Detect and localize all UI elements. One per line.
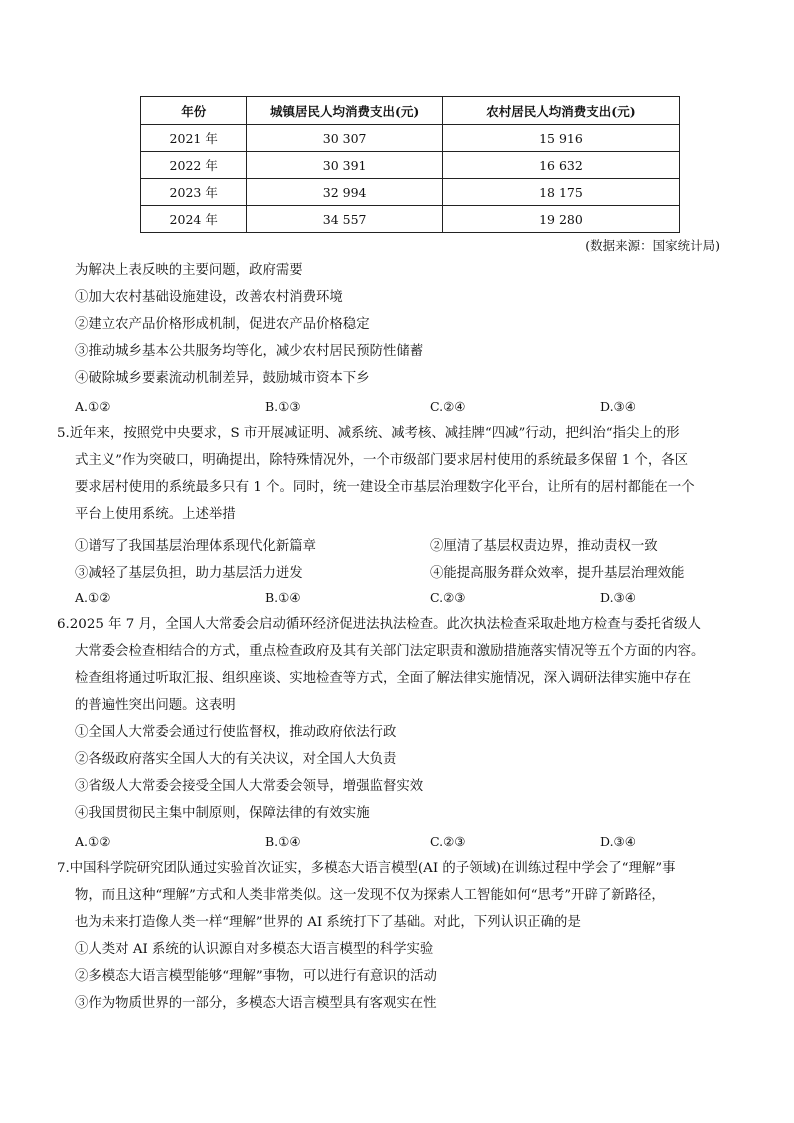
q4-option-2: ②建立农产品价格形成机制，促进农产品价格稳定 [75, 317, 370, 332]
choice-a[interactable]: A.①② [75, 399, 111, 414]
consumption-table [140, 96, 680, 233]
cell-urban: 30 307 [247, 125, 443, 152]
cell-urban: 32 994 [247, 179, 443, 206]
choice-b[interactable]: B.①④ [265, 590, 301, 605]
header-rural: 农村居民人均消费支出(元) [442, 97, 679, 125]
q5-line-1: 5.近年来，按照党中央要求，S 市开展减证明、减系统、减考核、减挂牌“四减”行动，把纠治“指尖上的形 [57, 426, 680, 441]
q5-line-2: 式主义”作为突破口，明确提出，除特殊情况外，一个市级部门要求居村使用的系统最多保留 1 个，各区 [75, 453, 689, 468]
cell-year: 2024 年 [141, 206, 247, 233]
choice-d[interactable]: D.③④ [600, 399, 636, 414]
header-year: 年份 [141, 97, 247, 125]
cell-rural: 19 280 [442, 206, 679, 233]
table-row [141, 152, 680, 179]
q6-line-4: 的普遍性突出问题。这表明 [75, 698, 236, 713]
choice-c[interactable]: C.②③ [430, 590, 466, 605]
q5-option-2: ②厘清了基层权责边界，推动责权一致 [430, 539, 658, 554]
choice-a[interactable]: A.①② [75, 834, 111, 849]
q6-choices [75, 834, 715, 850]
q7-line-3: 也为未来打造像人类一样“理解”世界的 AI 系统打下了基础。对此，下列认识正确的是 [75, 915, 581, 930]
choice-b[interactable]: B.①③ [265, 399, 301, 414]
q5-options-row-1 [75, 535, 715, 554]
q7-option-3: ③作为物质世界的一部分，多模态大语言模型具有客观实在性 [75, 996, 437, 1011]
q6-line-1: 6.2025 年 7 月，全国人大常委会启动循环经济促进法执法检查。此次执法检查采取赴地方检查与委托省级人 [57, 617, 701, 632]
q5-option-4: ④能提高服务群众效率，提升基层治理效能 [430, 566, 685, 581]
data-source-note: (数据来源：国家统计局) [585, 238, 720, 253]
q7-option-2: ②多模态大语言模型能够“理解”事物，可以进行有意识的活动 [75, 969, 437, 984]
q4-option-1: ①加大农村基础设施建设，改善农村消费环境 [75, 290, 343, 305]
choice-c[interactable]: C.②④ [430, 399, 466, 414]
q6-option-4: ④我国贯彻民主集中制原则，保障法律的有效实施 [75, 806, 370, 821]
table-row [141, 125, 680, 152]
choice-c[interactable]: C.②③ [430, 834, 466, 849]
q5-line-4: 平台上使用系统。上述举措 [75, 507, 236, 522]
cell-year: 2023 年 [141, 179, 247, 206]
q6-line-2: 大常委会检查相结合的方式，重点检查政府及其有关部门法定职责和激励措施落实情况等五个方面的内容。 [75, 644, 705, 659]
choice-a[interactable]: A.①② [75, 590, 111, 605]
table-row [141, 206, 680, 233]
q4-option-3: ③推动城乡基本公共服务均等化，减少农村居民预防性储蓄 [75, 344, 424, 359]
header-urban: 城镇居民人均消费支出(元) [247, 97, 443, 125]
choice-d[interactable]: D.③④ [600, 834, 636, 849]
q4-stem: 为解决上表反映的主要问题，政府需要 [75, 263, 303, 278]
q7-option-1: ①人类对 AI 系统的认识源自对多模态大语言模型的科学实验 [75, 942, 434, 957]
cell-rural: 18 175 [442, 179, 679, 206]
q7-line-2: 物，而且这种“理解”方式和人类非常类似。这一发现不仅为探索人工智能如何“思考”开辟了新路径， [75, 888, 665, 903]
q5-option-3: ③减轻了基层负担，助力基层活力迸发 [75, 566, 303, 581]
q7-line-1: 7.中国科学院研究团队通过实验首次证实，多模态大语言模型(AI 的子领域)在训练过程中学会了“理解”事 [57, 861, 676, 876]
cell-urban: 34 557 [247, 206, 443, 233]
q5-choices [75, 590, 715, 606]
cell-year: 2021 年 [141, 125, 247, 152]
q4-option-4: ④破除城乡要素流动机制差异，鼓励城市资本下乡 [75, 371, 370, 386]
q6-line-3: 检查组将通过听取汇报、组织座谈、实地检查等方式，全面了解法律实施情况，深入调研法律实施中存在 [75, 671, 691, 686]
q6-option-3: ③省级人大常委会接受全国人大常委会领导，增强监督实效 [75, 779, 424, 794]
q4-choices [75, 399, 715, 415]
q6-option-2: ②各级政府落实全国人大的有关决议，对全国人大负责 [75, 752, 397, 767]
choice-b[interactable]: B.①④ [265, 834, 301, 849]
cell-urban: 30 391 [247, 152, 443, 179]
q5-line-3: 要求居村使用的系统最多只有 1 个。同时，统一建设全市基层治理数字化平台，让所有的居村都能在一个 [75, 480, 695, 495]
q6-option-1: ①全国人大常委会通过行使监督权，推动政府依法行政 [75, 725, 397, 740]
cell-rural: 15 916 [442, 125, 679, 152]
cell-rural: 16 632 [442, 152, 679, 179]
choice-d[interactable]: D.③④ [600, 590, 636, 605]
q5-options-row-2 [75, 562, 715, 581]
table-header-row [141, 97, 680, 125]
cell-year: 2022 年 [141, 152, 247, 179]
q5-option-1: ①谱写了我国基层治理体系现代化新篇章 [75, 539, 317, 554]
table-row [141, 179, 680, 206]
